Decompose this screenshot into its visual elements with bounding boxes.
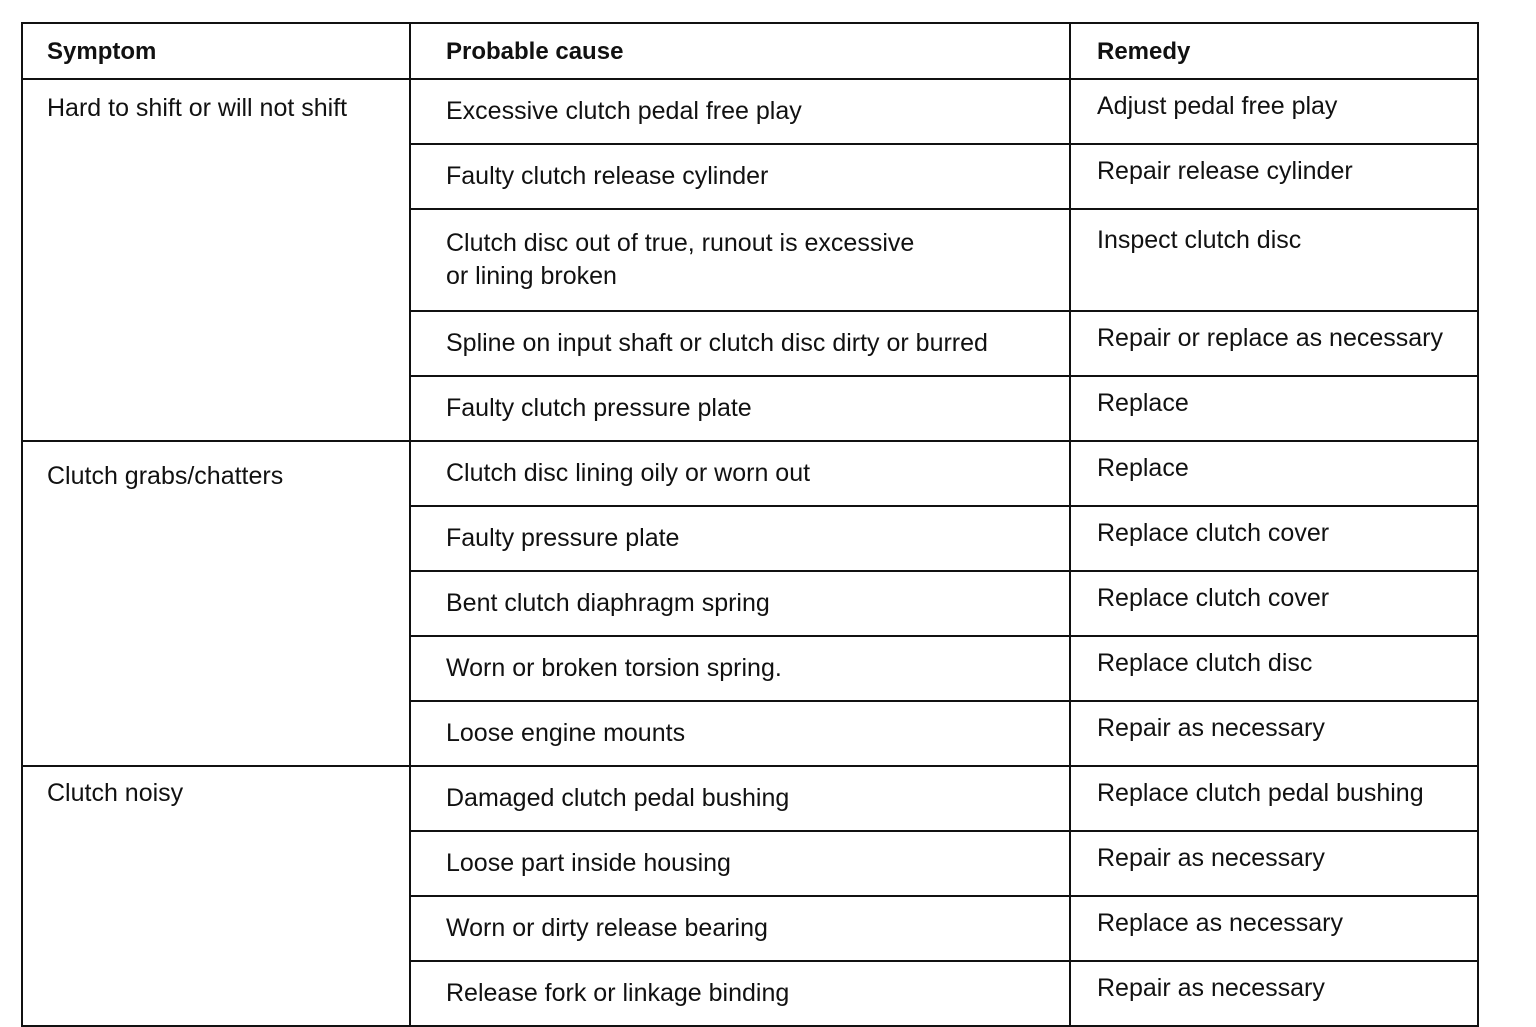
cause-line-2: or lining broken (446, 262, 617, 290)
cause-cell: Faulty clutch pressure plate (410, 376, 1070, 441)
cause-cell: Damaged clutch pedal bushing (410, 766, 1070, 831)
troubleshooting-table (21, 22, 1479, 1027)
header-probable-cause: Probable cause (410, 23, 1070, 79)
symptom-cell: Clutch grabs/chatters (22, 441, 410, 766)
remedy-cell: Adjust pedal free play (1070, 79, 1478, 144)
table-row (22, 766, 1478, 831)
cause-cell: Faulty clutch release cylinder (410, 144, 1070, 209)
remedy-cell: Replace clutch cover (1070, 506, 1478, 571)
header-remedy: Remedy (1070, 23, 1478, 79)
remedy-cell: Repair release cylinder (1070, 144, 1478, 209)
cause-cell: Clutch disc lining oily or worn out (410, 441, 1070, 506)
header-row (22, 23, 1478, 79)
cause-line-1: Clutch disc out of true, runout is excessive (446, 229, 915, 257)
cause-cell: Worn or dirty release bearing (410, 896, 1070, 961)
remedy-cell: Repair or replace as necessary (1070, 311, 1478, 376)
cause-cell: Spline on input shaft or clutch disc dirty or burred (410, 311, 1070, 376)
remedy-cell: Inspect clutch disc (1070, 209, 1478, 311)
remedy-cell: Repair as necessary (1070, 831, 1478, 896)
cause-cell: Excessive clutch pedal free play (410, 79, 1070, 144)
header-symptom: Symptom (22, 23, 410, 79)
remedy-cell: Replace clutch disc (1070, 636, 1478, 701)
cause-cell: Bent clutch diaphragm spring (410, 571, 1070, 636)
remedy-cell: Replace (1070, 441, 1478, 506)
symptom-cell: Clutch noisy (22, 766, 410, 1026)
cause-cell: Faulty pressure plate (410, 506, 1070, 571)
cause-cell (410, 209, 1070, 311)
table-row (22, 441, 1478, 506)
remedy-cell: Repair as necessary (1070, 701, 1478, 766)
remedy-cell: Replace clutch pedal bushing (1070, 766, 1478, 831)
table-row (22, 79, 1478, 144)
remedy-cell: Replace (1070, 376, 1478, 441)
cause-cell: Loose engine mounts (410, 701, 1070, 766)
remedy-cell: Replace as necessary (1070, 896, 1478, 961)
cause-cell: Loose part inside housing (410, 831, 1070, 896)
cause-cell: Release fork or linkage binding (410, 961, 1070, 1026)
remedy-cell: Replace clutch cover (1070, 571, 1478, 636)
cause-cell: Worn or broken torsion spring. (410, 636, 1070, 701)
symptom-cell: Hard to shift or will not shift (22, 79, 410, 441)
remedy-cell: Repair as necessary (1070, 961, 1478, 1026)
